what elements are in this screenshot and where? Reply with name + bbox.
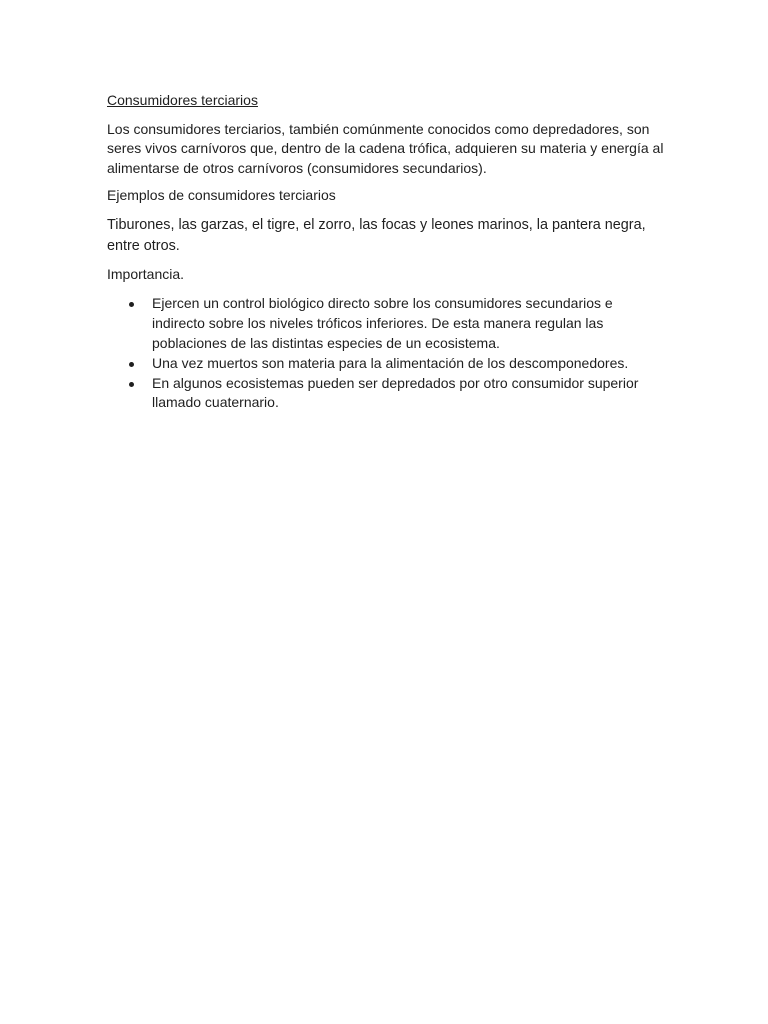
bullet-icon [129, 302, 134, 307]
list-item-text: Ejercen un control biológico directo sobre los consumidores secundarios e indirecto sobre los niveles tróficos inferiores. De esta manera regulan las poblaciones de las distintas especies de un ecosistema. [152, 295, 613, 352]
bullet-icon [129, 382, 134, 387]
document-page [107, 90, 667, 413]
list-item [107, 294, 667, 353]
document-heading: Consumidores terciarios [107, 92, 258, 108]
importance-title: Importancia. [107, 266, 185, 283]
importance-list [107, 294, 667, 413]
list-item-text: En algunos ecosistemas pueden ser depredados por otro consumidor superior llamado cuaternario. [152, 374, 639, 411]
list-item [107, 354, 667, 374]
list-item [107, 374, 667, 414]
examples-title: Ejemplos de consumidores terciarios [107, 186, 336, 203]
list-item-text: Una vez muertos son materia para la alimentación de los descomponedores. [152, 354, 629, 371]
bullet-icon [129, 362, 134, 367]
intro-paragraph: Los consumidores terciarios, también comúnmente conocidos como depredadores, son seres vivos carnívoros que, dentro de la cadena trófica, adquieren su materia y energía al alimentarse de otros carnívoros (consumidores secundarios). [107, 121, 664, 176]
examples-paragraph: Tiburones, las garzas, el tigre, el zorro, las focas y leones marinos, la pantera negra, entre otros. [107, 217, 646, 254]
